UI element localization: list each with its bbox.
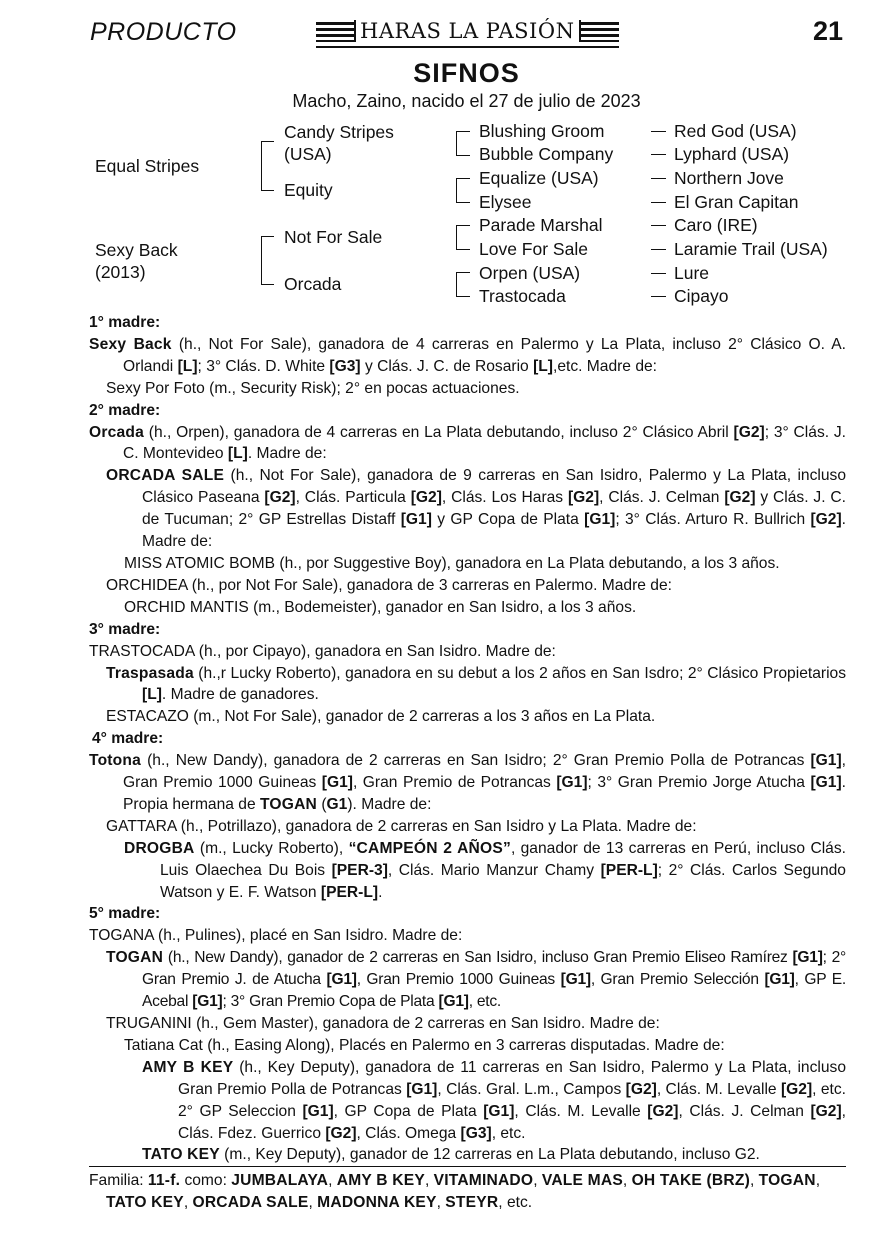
offspring-entry: Traspasada (h.,r Lucky Roberto), ganadora en su debut a los 2 años en San Isdro; 2° Clásico Propietarios [L]. Madre de ganadores. (106, 664, 846, 704)
pedigree-gggparent: Lure (674, 263, 710, 283)
pedigree-gggparent: Cipayo (674, 286, 729, 306)
pedigree-sire: Equal Stripes (95, 156, 200, 176)
pedigree-ggparent: Bubble Company (479, 144, 614, 164)
logo-stripes-left (316, 22, 354, 42)
family-footer: Familia: 11-f. como: JUMBALAYA, AMY B KEY, VITAMINADO, VALE MAS, OH TAKE (BRZ), TOGAN, TATO KEY, ORCADA SALE, MADONNA KEY, STEYR, etc. (89, 1172, 821, 1211)
page-number: 21 (812, 16, 843, 46)
pedigree-grandparent: Equity (284, 180, 333, 200)
horse-description: Macho, Zaino, nacido el 27 de julio de 2023 (292, 91, 641, 111)
footer-rule (89, 1166, 846, 1167)
dam-entry: Sexy Back (h., Not For Sale), ganadora de 4 carreras en Palermo y La Plata, incluso 2° Clásico O. A. Orlandi [L]; 3° Clás. D. White [G3] y Clás. J. C. de Rosario [L],etc. Madre de: (89, 335, 846, 375)
pedigree-grandparent: Not For Sale (284, 227, 383, 247)
offspring-entry: TATO KEY (m., Key Deputy), ganador de 12 carreras en La Plata debutando, incluso G2. (142, 1146, 760, 1164)
pedigree-ggparent: Orpen (USA) (479, 263, 581, 283)
pedigree-gggparent: Red God (USA) (674, 121, 797, 141)
offspring-entry: AMY B KEY (h., Key Deputy), ganadora de 11 carreras en San Isidro, Palermo y La Plata, incluso Gran Premio Polla de Potrancas [G1], Clás. Gral. L.m., Campos [G2], Clás. M. Levalle [G2], etc. 2° GP Seleccion [G1], GP Copa de Plata [G1], Clás. M. Levalle [G2], Clás. J. Celman [G2], Clás. Fdez. Guerrico [G2], Clás. Omega [G3], etc. (142, 1058, 847, 1142)
offspring-entry: ORCHID MANTIS (m., Bodemeister), ganador en San Isidro, a los 3 años. (124, 598, 637, 616)
logo-stripes-right (581, 22, 619, 42)
offspring-entry: TRUGANINI (h., Gem Master), ganadora de 2 carreras en San Isidro. Madre de: (106, 1015, 660, 1032)
pedigree-ggparent: Love For Sale (479, 239, 588, 259)
family-text (89, 312, 846, 1166)
dam-heading: 3° madre: (89, 620, 161, 638)
dam-entry: TOGANA (h., Pulines), placé en San Isidro. Madre de: (89, 927, 463, 945)
brand-name: HARAS LA PASIÓN (360, 19, 575, 43)
pedigree-grandparent: Candy Stripes (284, 122, 394, 142)
offspring-entry: Sexy Por Foto (m., Security Risk); 2° en pocas actuaciones. (106, 379, 520, 397)
offspring-entry: DROGBA (m., Lucky Roberto), “CAMPEÓN 2 AÑOS”, ganador de 13 carreras en Perú, incluso Clás. Luis Olaechea Du Bois [PER-3], Clás. Mario Manzur Chamy [PER-L]; 2° Clás. Carlos Segundo Watson y E. F. Watson [PER-L]. (124, 839, 846, 901)
dam-entry: Totona (h., New Dandy), ganadora de 2 carreras en San Isidro; 2° Gran Premio Polla de Potrancas [G1], Gran Premio 1000 Guineas [G1], Gran Premio de Potrancas [G1]; 3° Gran Premio Jorge Atucha [G1]. Propia hermana de TOGAN (G1). Madre de: (89, 752, 846, 813)
pedigree-ggparent: Equalize (USA) (479, 168, 599, 188)
pedigree-grandparent-origin: (USA) (284, 144, 332, 164)
pedigree-dam: Sexy Back (95, 240, 178, 260)
pedigree-gggparent: Laramie Trail (USA) (674, 239, 828, 259)
horse-name: SIFNOS (413, 58, 520, 88)
pedigree-gggparent: El Gran Capitan (674, 192, 799, 212)
pedigree-ggparent: Blushing Groom (479, 121, 605, 141)
dam-entry: TRASTOCADA (h., por Cipayo), ganadora en San Isidro. Madre de: (89, 642, 556, 660)
pedigree-gggparent: Northern Jove (674, 168, 784, 188)
dam-entry: Orcada (h., Orpen), ganadora de 4 carreras en La Plata debutando, incluso 2° Clásico Abril [G2]; 3° Clás. J. C. Montevideo [L]. Madre de: (89, 423, 846, 463)
offspring-entry: GATTARA (h., Potrillazo), ganadora de 2 carreras en San Isidro y La Plata. Madre de: (106, 817, 697, 835)
pedigree-gggparent: Caro (IRE) (674, 215, 758, 235)
pedigree-ggparent: Parade Marshal (479, 215, 603, 235)
section-label: PRODUCTO (90, 18, 237, 46)
pedigree-grandparent: Orcada (284, 274, 342, 294)
pedigree-ggparent: Trastocada (479, 286, 566, 306)
pedigree-dam-year: (2013) (95, 262, 146, 282)
pedigree-ggparent: Elysee (479, 192, 532, 212)
offspring-entry: Tatiana Cat (h., Easing Along), Placés en Palermo en 3 carreras disputadas. Madre de: (124, 1036, 725, 1054)
offspring-entry: ORCHIDEA (h., por Not For Sale), ganadora de 3 carreras en Palermo. Madre de: (106, 576, 672, 594)
dam-heading: 5° madre: (89, 905, 161, 923)
dam-heading: 4° madre: (92, 730, 164, 748)
offspring-entry: TOGAN (h., New Dandy), ganador de 2 carreras en San Isidro, incluso Gran Premio Eliseo Ramírez [G1]; 2° Gran Premio J. de Atucha [G1], Gran Premio 1000 Guineas [G1], Gran Premio Selección [G1], GP E. Acebal [G1]; 3° Gran Premio Copa de Plata [G1], etc. (106, 949, 846, 1011)
brand-logo (316, 16, 619, 48)
dam-heading: 2° madre: (89, 401, 161, 419)
offspring-entry: ESTACAZO (m., Not For Sale), ganador de 2 carreras a los 3 años en La Plata. (106, 708, 656, 726)
offspring-entry: MISS ATOMIC BOMB (h., por Suggestive Boy), ganadora en La Plata debutando, a los 3 años. (124, 554, 780, 572)
dam-heading: 1° madre: (89, 314, 161, 331)
pedigree-gggparent: Lyphard (USA) (674, 144, 790, 164)
offspring-entry: ORCADA SALE (h., Not For Sale), ganadora de 9 carreras en San Isidro, Palermo y La Plata, incluso Clásico Paseana [G2], Clás. Particula [G2], Clás. Los Haras [G2], Clás. J. Celman [G2] y Clás. J. C. de Tucuman; 2° GP Estrellas Distaff [G1] y GP Copa de Plata [G1]; 3° Clás. Arturo R. Bullrich [G2]. Madre de: (106, 467, 847, 551)
